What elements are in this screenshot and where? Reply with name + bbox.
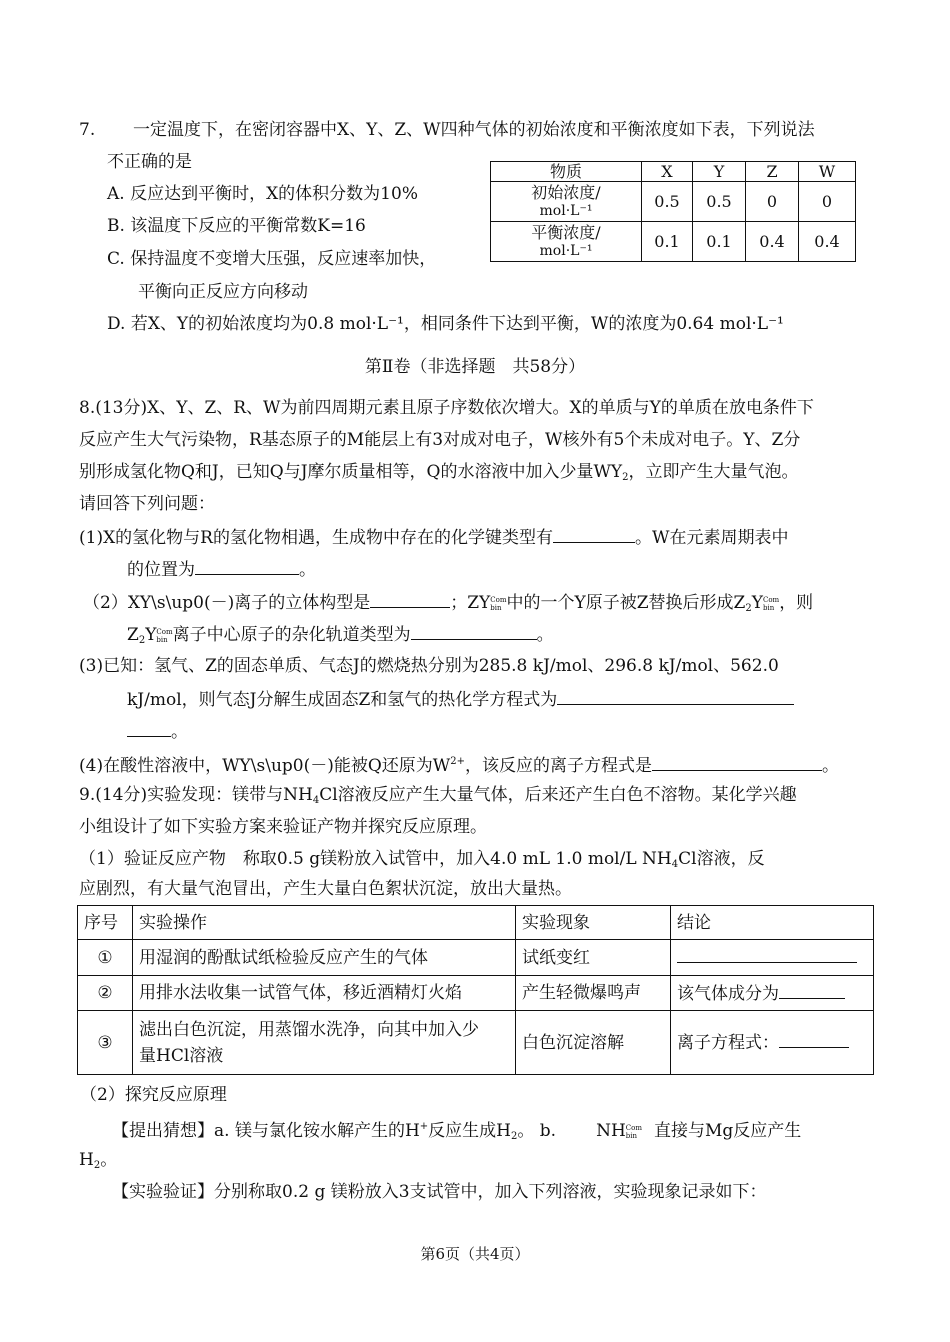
- q7-table-header: Y: [693, 162, 746, 182]
- q7-cell: 0.1: [693, 222, 746, 262]
- q7-option-b: B. 该温度下反应的平衡常数K=16: [107, 216, 366, 236]
- q8-subq1-line2: 的位置为 。: [127, 556, 316, 582]
- q9-table-header: 结论: [671, 906, 874, 940]
- q7-cell: 0.1: [642, 222, 693, 262]
- q7-cell: 0.5: [693, 182, 746, 222]
- table-row: [491, 222, 856, 262]
- q8-subq3-line2: kJ/mol，则气态J分解生成固态Z和氢气的热化学方程式为: [127, 686, 794, 712]
- q7-cell: 0.4: [746, 222, 799, 262]
- q7-row-label: 平衡浓度/ mol·L⁻¹: [491, 222, 642, 262]
- q7-option-a: A. 反应达到平衡时，X的体积分数为10%: [107, 184, 418, 204]
- q9-conclusion: 离子方程式：: [671, 1011, 874, 1075]
- q7-table-header: X: [642, 162, 693, 182]
- q7-stem-line2: 不正确的是: [107, 152, 192, 172]
- q8-para-line3: 别形成氢化物Q和J，已知Q与J摩尔质量相等，Q的水溶液中加入少量$WY_2$，立即产生大量气泡。: [79, 462, 799, 483]
- answer-blank[interactable]: [553, 524, 635, 543]
- table-row: [78, 940, 874, 976]
- q9-hypothesis-line1: 【提出猜想】a. 镁与氯化铵水解产生的H+反应生成$H_2$。 b. NH Com bin 直接与Mg反应产生: [112, 1121, 802, 1142]
- q7-cell: 0.4: [799, 222, 856, 262]
- q7-table-header: W: [799, 162, 856, 182]
- q7-cell: 0: [799, 182, 856, 222]
- q8-subq2-line1: （2）XY\s\up0(－)离子的立体构型是 ；ZY Com bin 中的一个Y原子被Z替换后形成$Z_2Y$ Com bin ，则: [83, 589, 813, 621]
- q7-cell: 0.5: [642, 182, 693, 222]
- page-footer: 第6页（共4页）: [420, 1245, 530, 1263]
- answer-blank[interactable]: [370, 589, 450, 608]
- q9-experiment-table: [77, 905, 874, 1075]
- answer-blank[interactable]: [677, 944, 857, 963]
- q9-operation: 滤出白色沉淀，用蒸馏水洗净，向其中加入少 量HCl溶液: [133, 1011, 516, 1075]
- q7-option-c-line1: C. 保持温度不变增大压强，反应速率加快，: [107, 249, 437, 269]
- q9-row-number: ③: [78, 1011, 133, 1075]
- answer-blank[interactable]: [779, 1029, 849, 1048]
- q8-subq3-line3: 。: [127, 718, 188, 744]
- answer-blank[interactable]: [127, 718, 171, 737]
- q7-stem-line1: 一定温度下，在密闭容器中X、Y、Z、W四种气体的初始浓度和平衡浓度如下表，下列说法: [133, 120, 815, 140]
- q8-subq2-line2: $Z_2Y$ Com bin 离子中心原子的杂化轨道类型为 。: [127, 621, 554, 653]
- q7-concentration-table: [490, 161, 856, 262]
- q8-subq4: (4)在酸性溶液中，WY\s\up0(－)能被Q还原为$W^{2+}$，该反应的离子方程式是 。: [79, 750, 839, 778]
- q9-para-line1: 9.(14分)实验发现：镁带与$NH_4Cl$溶液反应产生大量气体，后来还产生白色不溶物。某化学兴趣: [79, 785, 797, 806]
- q9-subq1-line1: （1）验证反应产物 称取0.5 g镁粉放入试管中，加入4.0 mL 1.0 mol/L $NH_4Cl$溶液，反: [79, 849, 765, 870]
- q8-subq3-line1: (3)已知：氢气、Z的固态单质、气态J的燃烧热分别为285.8 kJ/mol、296.8 kJ/mol、562.0: [79, 656, 779, 676]
- q9-subq2-title: （2）探究反应原理: [80, 1085, 227, 1105]
- q7-row-label: 初始浓度/ mol·L⁻¹: [491, 182, 642, 222]
- q9-operation: 用排水法收集一试管气体，移近酒精灯火焰: [133, 976, 516, 1011]
- q9-operation: 用湿润的酚酞试纸检验反应产生的气体: [133, 940, 516, 976]
- q9-hypothesis-line2: $H_2$。: [79, 1150, 118, 1171]
- q8-subq1-line1: (1)X的氢化物与R的氢化物相遇，生成物中存在的化学键类型有 。W在元素周期表中: [79, 524, 788, 550]
- answer-blank[interactable]: [195, 556, 299, 575]
- answer-blank[interactable]: [652, 752, 822, 771]
- answer-blank[interactable]: [779, 980, 845, 999]
- q7-table-header: Z: [746, 162, 799, 182]
- q9-phenomenon: 试纸变红: [516, 940, 671, 976]
- q8-prompt: 请回答下列问题：: [79, 494, 215, 514]
- q7-number: 7.: [79, 120, 96, 140]
- q7-table-header: 物质: [491, 162, 642, 182]
- q8-para-line1: 8.(13分)X、Y、Z、R、W为前四周期元素且原子序数依次增大。X的单质与Y的单质在放电条件下: [79, 398, 814, 418]
- q9-conclusion: [671, 940, 874, 976]
- q9-table-header: 实验操作: [133, 906, 516, 940]
- q9-row-number: ②: [78, 976, 133, 1011]
- q9-verification: 【实验验证】分别称取0.2 g 镁粉放入3支试管中，加入下列溶液，实验现象记录如下：: [112, 1182, 767, 1202]
- q9-para-line2: 小组设计了如下实验方案来验证产物并探究反应原理。: [79, 817, 487, 837]
- answer-blank[interactable]: [557, 686, 794, 705]
- section-title: 第Ⅱ卷（非选择题 共58分）: [364, 357, 586, 377]
- q7-cell: 0: [746, 182, 799, 222]
- q7-option-c-line2: 平衡向正反应方向移动: [138, 282, 308, 302]
- q8-para-line2: 反应产生大气污染物，R基态原子的M能层上有3对成对电子，W核外有5个未成对电子。Y、Z分: [79, 430, 801, 450]
- q9-phenomenon: 白色沉淀溶解: [516, 1011, 671, 1075]
- q9-subq1-line2: 应剧烈，有大量气泡冒出，产生大量白色絮状沉淀，放出大量热。: [79, 879, 572, 899]
- q9-table-header: 序号: [78, 906, 133, 940]
- q9-conclusion: 该气体成分为: [671, 976, 874, 1011]
- answer-blank[interactable]: [411, 621, 537, 640]
- q9-row-number: ①: [78, 940, 133, 976]
- table-row: [78, 976, 874, 1011]
- q9-table-header: 实验现象: [516, 906, 671, 940]
- q7-option-d: D. 若X、Y的初始浓度均为0.8 mol·L⁻¹，相同条件下达到平衡，W的浓度为0.64 mol·L⁻¹: [107, 314, 784, 334]
- table-row: [491, 182, 856, 222]
- table-row: [78, 1011, 874, 1075]
- q9-phenomenon: 产生轻微爆鸣声: [516, 976, 671, 1011]
